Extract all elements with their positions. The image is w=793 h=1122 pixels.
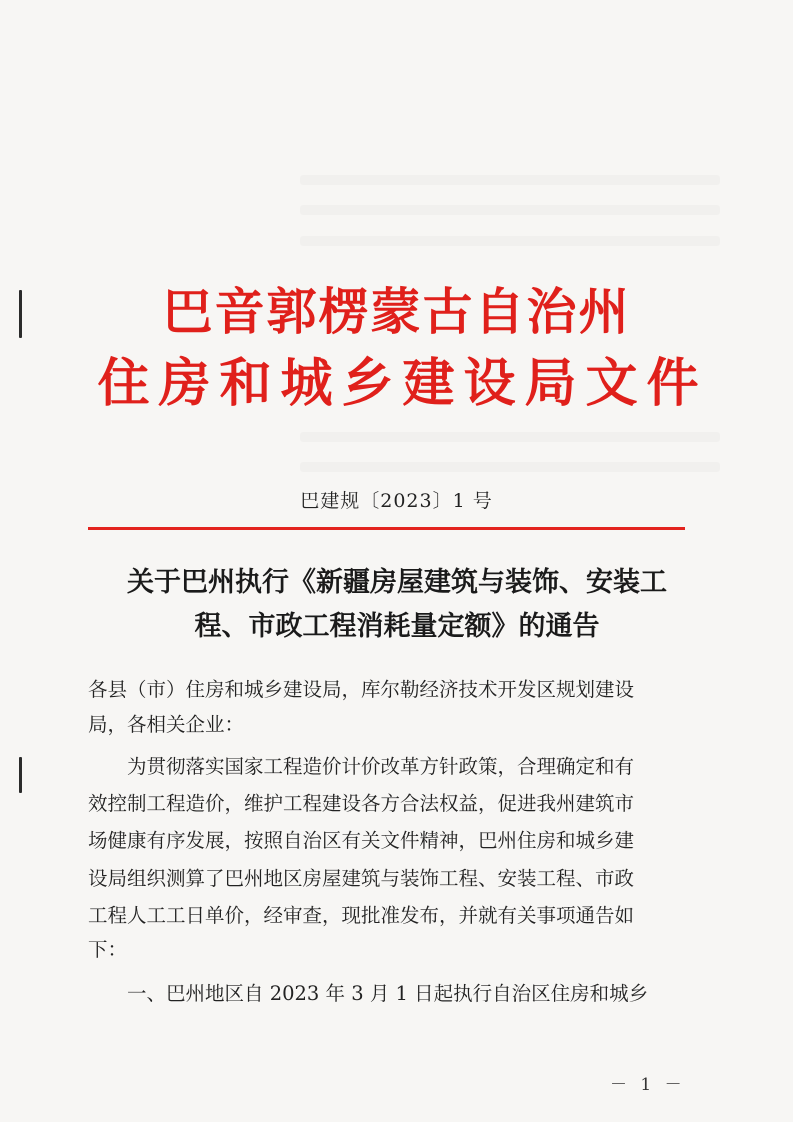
- page-number: － 1 －: [610, 1075, 686, 1095]
- body-line: 工程人工工日单价，经审查，现批准发布，并就有关事项通告如: [88, 904, 635, 927]
- bleed-through-shadow: [300, 462, 720, 472]
- bleed-through-shadow: [300, 175, 720, 185]
- body-line: 各县（市）住房和城乡建设局，库尔勒经济技术开发区规划建设: [88, 678, 635, 701]
- body-line: 局，各相关企业：: [88, 713, 245, 736]
- body-line: 为贯彻落实国家工程造价计价改革方针政策，合理确定和有: [88, 755, 635, 778]
- red-separator-rule: [88, 527, 685, 530]
- body-line: 效控制工程造价，维护工程建设各方合法权益，促进我州建筑市: [88, 792, 635, 815]
- document-title-line-2: 程、市政工程消耗量定额》的通告: [194, 611, 600, 642]
- issuer-header-line-1: 巴音郭楞蒙古自治州: [162, 283, 631, 341]
- document-number: 巴建规〔2023〕1 号: [300, 490, 493, 512]
- binding-staple-mark: [19, 757, 22, 793]
- body-line: 场健康有序发展，按照自治区有关文件精神，巴州住房和城乡建: [88, 829, 635, 852]
- document-title-line-1: 关于巴州执行《新疆房屋建筑与装饰、安装工: [127, 567, 667, 598]
- body-line: 一、巴州地区自 2023 年 3 月 1 日起执行自治区住房和城乡: [88, 982, 649, 1005]
- body-line: 下：: [88, 938, 128, 961]
- bleed-through-shadow: [300, 432, 720, 442]
- issuer-header-line-2: 住房和城乡建设局文件: [97, 354, 708, 414]
- bleed-through-shadow: [300, 236, 720, 246]
- body-line: 设局组织测算了巴州地区房屋建筑与装饰工程、安装工程、市政: [88, 867, 635, 890]
- bleed-through-shadow: [300, 205, 720, 215]
